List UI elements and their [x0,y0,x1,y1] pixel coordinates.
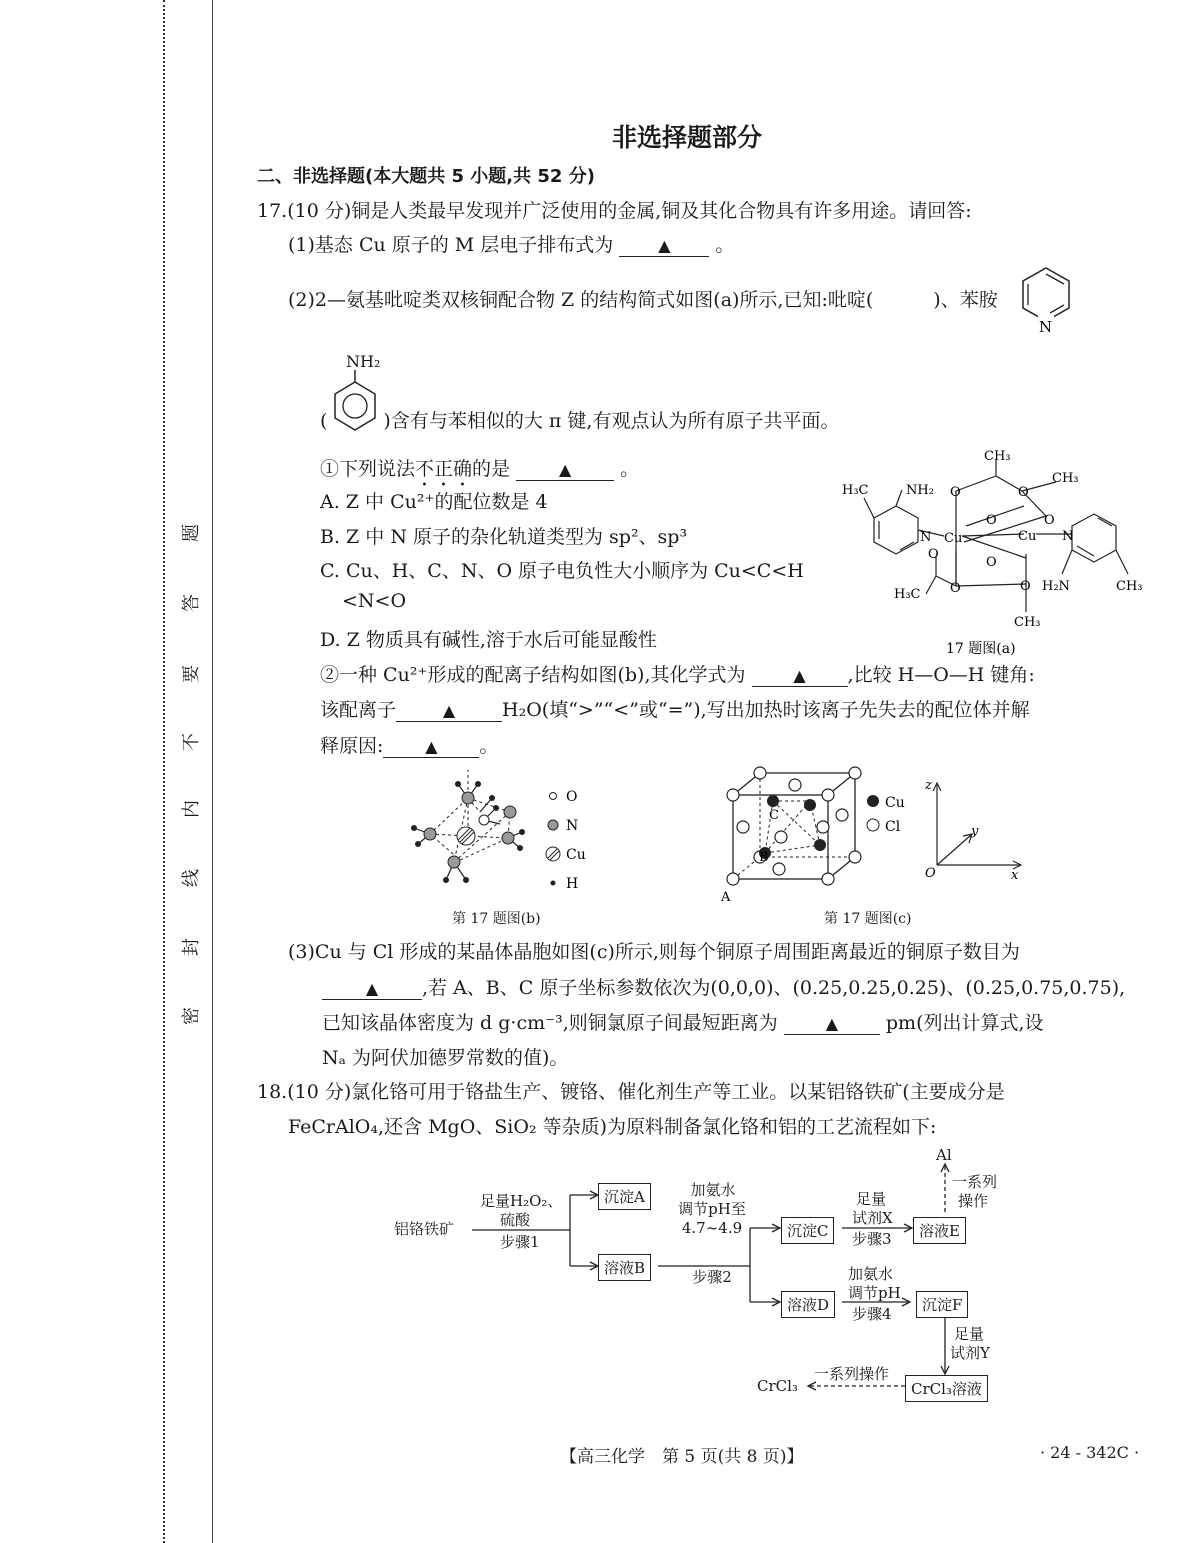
footer-page-info: 【高三化学 第 5 页(共 8 页)】 [560,1447,804,1467]
option-a: A. Z 中 Cu²⁺的配位数是 4 [320,491,548,513]
answer-blank [383,736,479,758]
flow-step1: 步骤1 [500,1233,540,1251]
q17-part2-line2 [320,406,839,433]
q17-part3-line2 [322,973,1125,1000]
page-title: 非选择题部分 [612,123,763,152]
label-o: O [986,555,997,570]
label-h3c: H₃C [842,483,869,498]
pyridine-n-label: N [1039,318,1053,336]
q17-sub2-text-b: ,比较 H—O—H 键角: [847,664,1035,686]
binding-solid-line [212,0,213,1543]
q17-sub1 [320,454,639,491]
q17-part1-end: 。 [715,234,735,256]
footer-code: · 24 - 342C · [1040,1443,1140,1462]
option-b: B. Z 中 N 原子的杂化轨道类型为 sp²、sp³ [320,526,688,548]
option-d: D. Z 物质具有碱性,溶于水后可能显酸性 [320,629,657,651]
label-h2n: H₂N [1042,579,1070,594]
blank-marker: ▲ [793,666,806,685]
seal-char: 线 [181,869,202,887]
legend-cu: Cu [566,847,586,863]
q17-part1 [288,230,734,257]
answer-blank [784,1013,880,1035]
flow-reagent-y-l1: 足量 [954,1325,985,1343]
q17-sub2-text-f: 。 [479,735,499,757]
q17-part1-text: (1)基态 Cu 原子的 M 层电子排布式为 [288,234,614,256]
flow-reagent-y-l2: 试剂Y [950,1344,990,1362]
figure-b-complex-ion [400,770,600,930]
flow-ore: 铝铬铁矿 [394,1220,455,1238]
flow-step4-l2: 调节pH [848,1284,901,1302]
q17-sub2-line3 [320,731,498,758]
point-c-label: C [769,808,779,823]
q17-part2-text-a: (2)2—氨基吡啶类双核铜配合物 Z 的结构简式如图(a)所示,已知:吡啶( [288,289,874,311]
blank-marker: ▲ [658,236,671,255]
aniline-nh2-label: NH₂ [346,352,381,371]
option-c-cont: <N<O [342,590,407,612]
label-ch3-top: CH₃ [984,449,1011,464]
flow-step2-l3: 4.7~4.9 [681,1219,743,1237]
q17-sub2-text-d: H₂O(填“>”“<”或“=”),写出加热时该离子先失去的配位体并解 [502,699,1030,721]
label-o: O [1020,579,1031,594]
point-a-label: A [721,890,731,905]
legend-h: H [566,876,579,892]
q17-part3-text-b: ,若 A、B、C 原子坐标参数依次为(0,0,0)、(0.25,0.25,0.25)、(0.25,0.75,0.75), [422,977,1126,999]
flow-series-op: 一系列操作 [814,1365,890,1383]
q17-sub2-text-c: 该配离子 [320,699,397,721]
flow-box-crcl3-solution: CrCl₃溶液 [905,1375,988,1402]
axis-x: x [1011,868,1019,883]
label-ch3-bottom: CH₃ [1014,615,1041,630]
q17-sub2-line2 [320,695,1030,722]
flow-step2-l2: 调节pH至 [678,1200,746,1218]
figure-c-unit-cell [715,765,1040,910]
label-cu-left: Cu [944,531,963,546]
label-o: O [1018,485,1029,500]
q17-sub2-text-a: ②一种 Cu²⁺形成的配离子结构如图(b),其化学式为 [320,664,746,686]
seal-char: 不 [181,733,202,751]
flow-box-ppt-a: 沉淀A [598,1183,651,1210]
q17-part2-line1 [288,285,998,312]
flow-product-crcl3: CrCl₃ [757,1377,798,1395]
answer-blank [516,459,614,481]
figure-a-complex [836,446,1152,661]
figure-a-caption: 17 题图(a) [946,641,1016,657]
legend-o: O [566,789,578,805]
flow-step3-l1: 足量 [856,1190,887,1208]
flow-step2-l1: 加氨水 [690,1181,736,1199]
flow-box-ppt-f: 沉淀F [916,1291,968,1318]
label-cu-right: Cu [1018,529,1037,544]
label-ch3-right: CH₃ [1116,579,1143,594]
q17-sub1-text-b: 的是 [472,458,511,480]
axis-origin: O [925,866,936,881]
emphasis-text: 不正确 [415,458,473,480]
label-o: O [950,485,961,500]
q17-part2-text-d: )含有与苯相似的大 π 键,有观点认为所有原子共平面。 [383,410,840,432]
q17-part3-text-c: 已知该晶体密度为 d g·cm⁻³,则铜氯原子间最短距离为 [322,1012,778,1034]
q17-part3-line4: Nₐ 为阿伏加德罗常数的值)。 [322,1047,569,1069]
answer-blank [752,665,848,687]
figure-b-caption: 第 17 题图(b) [452,911,541,927]
label-n-right: N [1062,529,1074,544]
axis-y: y [971,824,979,839]
option-c: C. Cu、H、C、N、O 原子电负性大小顺序为 Cu<C<H [320,560,804,582]
q17-sub2-line1 [320,660,1035,687]
q17-part3-text-d: pm(列出计算式,设 [885,1012,1044,1034]
legend-cl: Cl [885,819,901,835]
flow-step4-l1: 加氨水 [848,1265,894,1283]
seal-char: 封 [181,938,202,956]
flow-series-op-l1: 一系列 [952,1173,998,1191]
label-o: O [928,547,939,562]
axis-z: z [925,778,932,793]
flow-step1-reagent: 足量H₂O₂、 [480,1192,563,1210]
q18-stem-line1: 18.(10 分)氯化铬可用于铬盐生产、镀铬、催化剂生产等工业。以某铝铬铁矿(主要成分是 [257,1081,1005,1103]
answer-blank [396,700,502,722]
section-heading: 二、非选择题(本大题共 5 小题,共 52 分) [257,166,595,187]
figure-c-caption: 第 17 题图(c) [824,911,912,927]
label-nh2: NH₂ [906,483,934,498]
answer-blank [322,978,422,1000]
flow-step3-l2: 试剂X [852,1209,893,1227]
point-b-label: B [759,850,769,865]
flow-step1-reagent2: 硫酸 [500,1211,531,1229]
flow-box-sol-b: 溶液B [598,1254,651,1281]
seal-char: 要 [181,665,202,683]
flow-step2: 步骤2 [692,1268,732,1286]
label-o: O [950,581,961,596]
flow-box-ppt-c: 沉淀C [781,1217,834,1244]
seal-char: 内 [181,800,202,818]
flow-box-sol-e: 溶液E [913,1217,966,1244]
binding-dotted-line [163,0,165,1543]
q17-part3-line1: (3)Cu 与 Cl 形成的某晶体晶胞如图(c)所示,则每个铜原子周围距离最近的铜原子数目为 [288,941,1020,963]
q17-part2-text-c: ( [320,410,328,432]
q17-stem: 17.(10 分)铜是人类最早发现并广泛使用的金属,铜及其化合物具有许多用途。请回答: [257,200,972,222]
flow-step3: 步骤3 [852,1230,892,1248]
q17-sub2-text-e: 释原因: [320,735,384,757]
flow-step4: 步骤4 [852,1305,892,1323]
q17-part2-text-b: )、苯胺 [933,289,998,311]
blank-marker: ▲ [825,1014,838,1033]
label-ch3-top-right: CH₃ [1052,471,1079,486]
flow-box-sol-d: 溶液D [781,1291,835,1318]
q17-sub1-text: ①下列说法 [320,458,416,480]
pyridine-structure [1016,262,1076,337]
flow-series-op-l2: 操作 [958,1192,989,1210]
flow-product-al: Al [936,1146,952,1164]
label-o: O [986,513,997,528]
blank-marker: ▲ [425,737,438,756]
blank-marker: ▲ [558,460,572,479]
answer-blank [619,235,709,257]
label-h3c-bottom: H₃C [894,587,921,602]
q17-sub1-end: 。 [620,458,640,480]
seal-char: 题 [181,524,202,542]
seal-char: 密 [181,1007,202,1025]
label-n-left: N [920,530,932,545]
label-o: O [1044,513,1055,528]
legend-n: N [566,818,579,834]
blank-marker: ▲ [442,701,456,720]
q17-part3-line3 [322,1008,1044,1035]
seal-char: 答 [181,594,202,612]
legend-cu: Cu [885,795,905,811]
q18-stem-line2: FeCrAlO₄,还含 MgO、SiO₂ 等杂质)为原料制备氯化铬和铝的工艺流程如下: [288,1116,937,1138]
blank-marker: ▲ [365,979,379,998]
